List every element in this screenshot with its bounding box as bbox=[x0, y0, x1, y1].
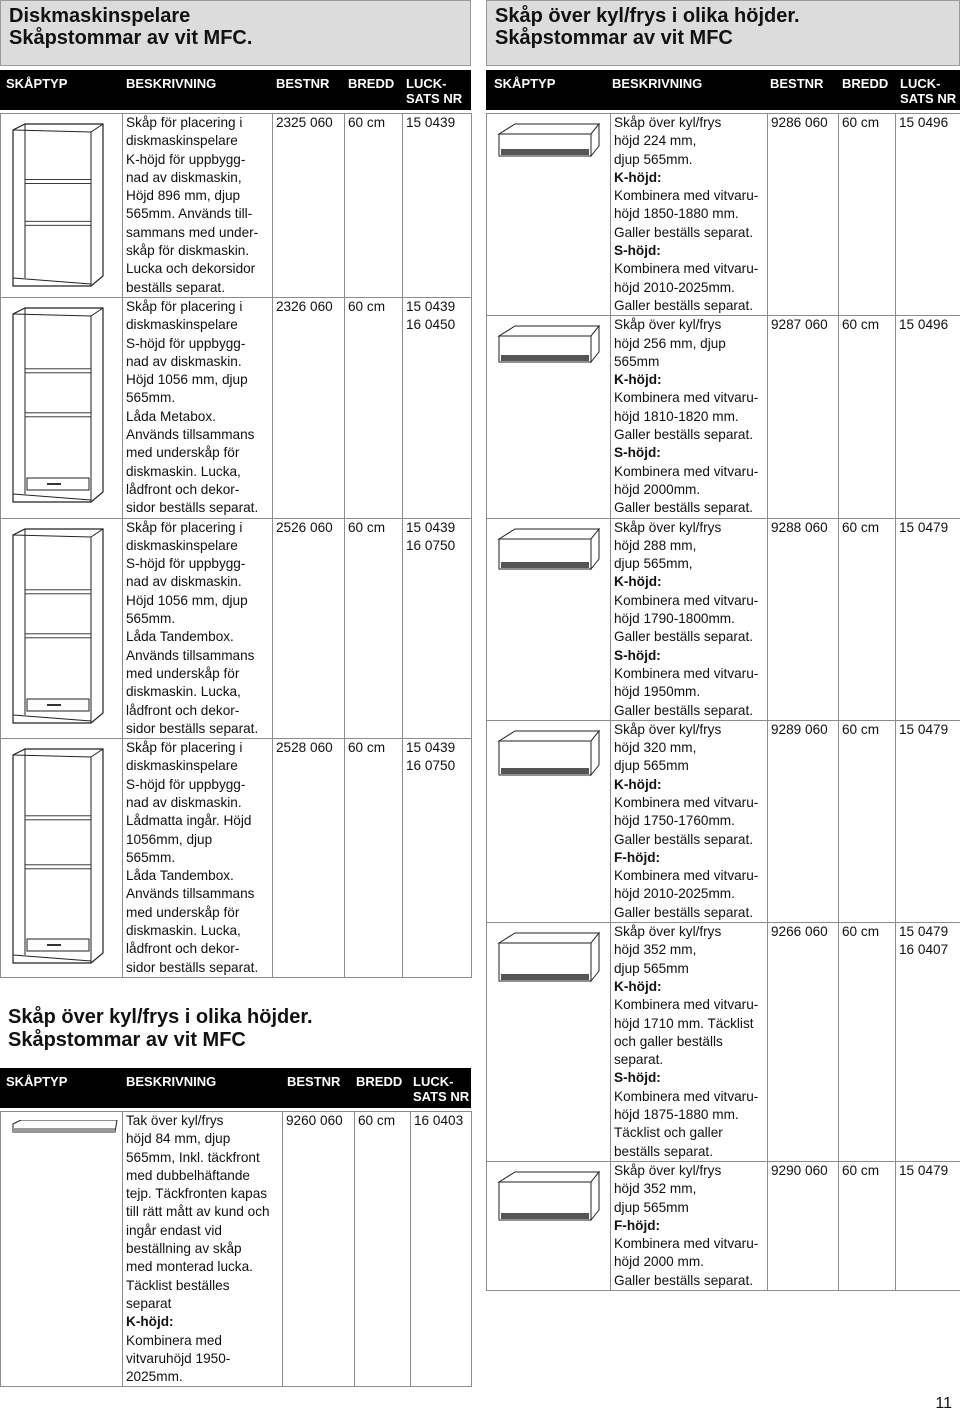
bottom-section-title: Skåp över kyl/frys i olika höjder. Skåpstommar av vit MFC bbox=[8, 1006, 313, 1051]
description-line: Höjd 1056 mm, djup bbox=[126, 592, 248, 608]
overhead-cabinet-drawing bbox=[497, 931, 601, 983]
description-line: höjd 352 mm, bbox=[614, 1181, 697, 1197]
description-cell bbox=[611, 114, 768, 316]
description-line: med monterad lucka. bbox=[126, 1259, 253, 1275]
description-line: S-höjd för uppbygg- bbox=[126, 776, 246, 792]
description-line: Täcklist och galler bbox=[614, 1125, 723, 1141]
description-line: diskmaskin. Lucka, bbox=[126, 463, 241, 479]
hdr-lucksats: LUCK- SATS NR bbox=[900, 76, 957, 106]
description-line: beställs separat. bbox=[126, 279, 225, 295]
description-line: skåp för diskmaskin. bbox=[126, 243, 250, 259]
description-line: Galler beställs separat. bbox=[614, 427, 754, 443]
hdr-skaptyp: SKÅPTYP bbox=[494, 76, 556, 91]
description-line: Galler beställs separat. bbox=[614, 629, 754, 645]
hdr-beskrivning: BESKRIVNING bbox=[126, 76, 217, 91]
description-line: 565mm. bbox=[126, 611, 176, 627]
hdr-bestnr: BESTNR bbox=[287, 1074, 341, 1089]
description-cell bbox=[611, 720, 768, 922]
description-line: beställs separat. bbox=[614, 1143, 713, 1159]
lucksats-cell: 15 0479 bbox=[896, 720, 960, 922]
description-line: till rätt mått av kund och bbox=[126, 1204, 270, 1220]
cabinet-drawing bbox=[11, 122, 109, 290]
description-line: separat bbox=[126, 1295, 172, 1311]
hdr-beskrivning: BESKRIVNING bbox=[126, 1074, 217, 1089]
description-line: beställning av skåp bbox=[126, 1241, 242, 1257]
lucksats-cell: 15 0479 16 0407 bbox=[896, 923, 960, 1162]
description-line: Skåp för placering i bbox=[126, 740, 243, 756]
description-line: K-höjd: bbox=[126, 1314, 174, 1330]
hdr-bredd: BREDD bbox=[842, 76, 889, 91]
product-image-cell bbox=[487, 923, 611, 1162]
lucksats-cell: 15 0479 bbox=[896, 518, 960, 720]
description-line: nad av diskmaskin. bbox=[126, 574, 242, 590]
cabinet-drawing bbox=[11, 527, 109, 727]
description-line: Skåp över kyl/frys bbox=[614, 721, 722, 737]
description-line: S-höjd: bbox=[614, 243, 661, 259]
description-line: K-höjd: bbox=[614, 574, 662, 590]
product-image bbox=[11, 1120, 122, 1141]
description-line: höjd 1875-1880 mm. bbox=[614, 1107, 739, 1123]
description-line: diskmaskinspelare bbox=[126, 317, 238, 333]
bredd-cell: 60 cm bbox=[839, 923, 896, 1162]
hdr-bestnr: BESTNR bbox=[276, 76, 330, 91]
description-line: Kombinera med vitvaru- bbox=[614, 794, 759, 810]
description-cell bbox=[123, 739, 273, 978]
description-line: djup 565mm bbox=[614, 960, 689, 976]
description-line: djup 565mm bbox=[614, 758, 689, 774]
description-line: tejp. Täckfronten kapas bbox=[126, 1186, 268, 1202]
bottom-product-table bbox=[0, 1111, 472, 1387]
description-line: höjd 1950mm. bbox=[614, 684, 701, 700]
product-image bbox=[497, 729, 610, 782]
description-line: med underskåp för bbox=[126, 904, 240, 920]
product-image bbox=[497, 122, 610, 163]
description-line: Skåp över kyl/frys bbox=[614, 519, 722, 535]
hdr-skaptyp: SKÅPTYP bbox=[6, 76, 68, 91]
bredd-cell: 60 cm bbox=[839, 114, 896, 316]
left-title-line1: Diskmaskinspelare bbox=[9, 5, 191, 27]
description-line: höjd 288 mm, bbox=[614, 537, 697, 553]
description-line: Galler beställs separat. bbox=[614, 702, 754, 718]
description-line: Kombinera med vitvaru- bbox=[614, 188, 759, 204]
hdr-bredd: BREDD bbox=[356, 1074, 403, 1089]
description-line: djup 565mm bbox=[614, 1199, 689, 1215]
description-line: med underskåp för bbox=[126, 665, 240, 681]
product-image bbox=[11, 747, 122, 972]
bestnr-cell: 9260 060 bbox=[283, 1112, 355, 1387]
bredd-cell: 60 cm bbox=[839, 518, 896, 720]
description-line: nad av diskmaskin, bbox=[126, 169, 242, 185]
right-product-table bbox=[486, 113, 960, 1291]
table-row bbox=[487, 316, 960, 518]
description-line: S-höjd: bbox=[614, 1070, 661, 1086]
description-line: Skåp för placering i bbox=[126, 298, 243, 314]
hdr-lucksats: LUCK- SATS NR bbox=[413, 1074, 470, 1104]
description-line: diskmaskinspelare bbox=[126, 537, 238, 553]
description-line: med dubbelhäftande bbox=[126, 1167, 250, 1183]
left-title-line2: Skåpstommar av vit MFC. bbox=[9, 27, 253, 49]
product-image bbox=[497, 1170, 610, 1227]
bestnr-cell: 2528 060 bbox=[273, 739, 345, 978]
description-line: K-höjd: bbox=[614, 169, 662, 185]
description-line: djup 565mm, bbox=[614, 556, 693, 572]
description-cell bbox=[123, 1112, 283, 1387]
description-line: höjd 224 mm, bbox=[614, 133, 697, 149]
description-line: S-höjd: bbox=[614, 445, 661, 461]
description-line: Kombinera med vitvaru- bbox=[614, 997, 759, 1013]
bredd-cell: 60 cm bbox=[345, 739, 403, 978]
table-row bbox=[1, 114, 472, 298]
product-image-cell bbox=[1, 1112, 123, 1387]
description-line: sidor beställs separat. bbox=[126, 959, 259, 975]
description-line: Kombinera med bbox=[126, 1332, 222, 1348]
bredd-cell: 60 cm bbox=[345, 518, 403, 739]
left-header-bar bbox=[0, 70, 471, 110]
description-line: lådfront och dekor- bbox=[126, 481, 240, 497]
description-line: höjd 1790-1800mm. bbox=[614, 611, 735, 627]
bredd-cell: 60 cm bbox=[839, 316, 896, 518]
description-line: höjd 2010-2025mm. bbox=[614, 886, 735, 902]
description-line: höjd 320 mm, bbox=[614, 740, 697, 756]
product-image-cell bbox=[487, 316, 611, 518]
description-line: Låda Tandembox. bbox=[126, 629, 234, 645]
product-image-cell bbox=[1, 114, 123, 298]
product-image bbox=[497, 324, 610, 369]
description-line: Används tillsammans bbox=[126, 647, 255, 663]
description-line: Används tillsammans bbox=[126, 886, 255, 902]
overhead-cabinet-drawing bbox=[497, 324, 601, 364]
description-line: S-höjd för uppbygg- bbox=[126, 335, 246, 351]
description-line: K-höjd för uppbygg- bbox=[126, 151, 246, 167]
bredd-cell: 60 cm bbox=[355, 1112, 411, 1387]
description-line: Galler beställs separat. bbox=[614, 224, 754, 240]
description-line: ingår endast vid bbox=[126, 1222, 222, 1238]
description-line: K-höjd: bbox=[614, 776, 662, 792]
description-line: Kombinera med vitvaru- bbox=[614, 592, 759, 608]
cabinet-cap-drawing bbox=[11, 1120, 121, 1136]
hdr-lucksats: LUCK- SATS NR bbox=[406, 76, 463, 106]
description-line: höjd 352 mm, bbox=[614, 942, 697, 958]
lucksats-cell: 15 0439 16 0750 bbox=[403, 739, 472, 978]
product-image-cell bbox=[487, 1161, 611, 1290]
overhead-cabinet-drawing bbox=[497, 1170, 601, 1222]
left-title-box bbox=[0, 0, 471, 66]
description-line: S-höjd för uppbygg- bbox=[126, 556, 246, 572]
description-line: nad av diskmaskin. bbox=[126, 794, 242, 810]
description-line: vitvaruhöjd 1950- bbox=[126, 1350, 231, 1366]
bestnr-cell: 9286 060 bbox=[768, 114, 839, 316]
lucksats-cell: 15 0439 16 0450 bbox=[403, 297, 472, 518]
bestnr-cell: 9266 060 bbox=[768, 923, 839, 1162]
bestnr-cell: 2325 060 bbox=[273, 114, 345, 298]
description-line: höjd 84 mm, djup bbox=[126, 1131, 231, 1147]
hdr-bredd: BREDD bbox=[348, 76, 395, 91]
description-line: Används tillsammans bbox=[126, 427, 255, 443]
lucksats-cell: 15 0496 bbox=[896, 114, 960, 316]
bredd-cell: 60 cm bbox=[345, 114, 403, 298]
product-image-cell bbox=[487, 518, 611, 720]
description-line: 2025mm. bbox=[126, 1369, 183, 1385]
table-row bbox=[487, 518, 960, 720]
description-line: höjd 2000 mm. bbox=[614, 1254, 704, 1270]
description-line: 565mm. bbox=[126, 849, 176, 865]
description-cell bbox=[123, 297, 273, 518]
description-line: höjd 2010-2025mm. bbox=[614, 279, 735, 295]
table-row bbox=[487, 114, 960, 316]
description-line: Skåp för placering i bbox=[126, 115, 243, 130]
product-image-cell bbox=[487, 114, 611, 316]
bredd-cell: 60 cm bbox=[839, 720, 896, 922]
description-cell bbox=[123, 114, 273, 298]
lucksats-cell: 16 0403 bbox=[411, 1112, 472, 1387]
description-line: Skåp över kyl/frys bbox=[614, 115, 722, 130]
description-line: nad av diskmaskin. bbox=[126, 353, 242, 369]
description-line: Tak över kyl/frys bbox=[126, 1113, 224, 1128]
description-line: Täcklist beställes bbox=[126, 1277, 230, 1293]
description-line: höjd 1810-1820 mm. bbox=[614, 408, 739, 424]
cabinet-drawing bbox=[11, 306, 109, 506]
description-cell bbox=[611, 518, 768, 720]
description-line: med underskåp för bbox=[126, 445, 240, 461]
description-line: Höjd 1056 mm, djup bbox=[126, 372, 248, 388]
description-line: lådfront och dekor- bbox=[126, 702, 240, 718]
description-line: diskmaskin. Lucka, bbox=[126, 684, 241, 700]
table-row bbox=[1, 518, 472, 739]
bredd-cell: 60 cm bbox=[839, 1161, 896, 1290]
description-cell bbox=[611, 1161, 768, 1290]
overhead-cabinet-drawing bbox=[497, 527, 601, 571]
bestnr-cell: 2526 060 bbox=[273, 518, 345, 739]
description-cell bbox=[611, 316, 768, 518]
bestnr-cell: 9287 060 bbox=[768, 316, 839, 518]
product-image bbox=[497, 931, 610, 988]
bredd-cell: 60 cm bbox=[345, 297, 403, 518]
description-line: Låda Tandembox. bbox=[126, 868, 234, 884]
description-line: Kombinera med vitvaru- bbox=[614, 1088, 759, 1104]
description-line: Kombinera med vitvaru- bbox=[614, 463, 759, 479]
product-image bbox=[497, 527, 610, 576]
bestnr-cell: 9289 060 bbox=[768, 720, 839, 922]
product-image bbox=[11, 527, 122, 732]
description-line: djup 565mm. bbox=[614, 151, 693, 167]
description-line: Lådmatta ingår. Höjd bbox=[126, 813, 252, 829]
table-row bbox=[487, 720, 960, 922]
description-line: K-höjd: bbox=[614, 978, 662, 994]
left-product-table bbox=[0, 113, 472, 978]
product-image-cell bbox=[1, 739, 123, 978]
description-line: Skåp över kyl/frys bbox=[614, 924, 722, 940]
description-line: Kombinera med vitvaru- bbox=[614, 390, 759, 406]
description-line: höjd 1750-1760mm. bbox=[614, 813, 735, 829]
description-line: Galler beställs separat. bbox=[614, 831, 754, 847]
product-image-cell bbox=[487, 720, 611, 922]
description-line: Galler beställs separat. bbox=[614, 1272, 754, 1288]
description-line: 1056mm, djup bbox=[126, 831, 213, 847]
page-number: 11 bbox=[935, 1395, 952, 1412]
description-line: Skåp över kyl/frys bbox=[614, 317, 722, 333]
lucksats-cell: 15 0439 bbox=[403, 114, 472, 298]
description-line: separat. bbox=[614, 1052, 664, 1068]
description-line: sidor beställs separat. bbox=[126, 720, 259, 736]
description-line: Höjd 896 mm, djup bbox=[126, 188, 241, 204]
description-cell bbox=[123, 518, 273, 739]
product-image bbox=[11, 306, 122, 511]
table-row bbox=[487, 923, 960, 1162]
description-line: Lucka och dekorsidor bbox=[126, 261, 256, 277]
description-line: 565mm. Används till- bbox=[126, 206, 253, 222]
description-line: S-höjd: bbox=[614, 647, 661, 663]
description-line: diskmaskinspelare bbox=[126, 133, 238, 149]
description-line: höjd 2000mm. bbox=[614, 481, 701, 497]
product-image-cell bbox=[1, 518, 123, 739]
description-line: och galler beställs bbox=[614, 1033, 723, 1049]
hdr-beskrivning: BESKRIVNING bbox=[612, 76, 703, 91]
description-line: F-höjd: bbox=[614, 1217, 661, 1233]
bestnr-cell: 9290 060 bbox=[768, 1161, 839, 1290]
description-line: diskmaskin. Lucka, bbox=[126, 923, 241, 939]
bestnr-cell: 9288 060 bbox=[768, 518, 839, 720]
right-title-line2: Skåpstommar av vit MFC bbox=[495, 27, 733, 49]
description-line: Galler beställs separat. bbox=[614, 904, 754, 920]
description-line: diskmaskinspelare bbox=[126, 758, 238, 774]
product-image-cell bbox=[1, 297, 123, 518]
right-header-bar bbox=[486, 70, 960, 110]
description-line: Kombinera med vitvaru- bbox=[614, 261, 759, 277]
table-row bbox=[1, 739, 472, 978]
lucksats-cell: 15 0496 bbox=[896, 316, 960, 518]
description-line: Galler beställs separat. bbox=[614, 297, 754, 313]
lucksats-cell: 15 0479 bbox=[896, 1161, 960, 1290]
description-line: höjd 1710 mm. Täcklist bbox=[614, 1015, 754, 1031]
product-image bbox=[11, 122, 122, 295]
description-line: sammans med under- bbox=[126, 224, 259, 240]
overhead-cabinet-drawing bbox=[497, 122, 601, 158]
hdr-skaptyp: SKÅPTYP bbox=[6, 1074, 68, 1089]
description-line: Kombinera med vitvaru- bbox=[614, 1236, 759, 1252]
table-row bbox=[1, 297, 472, 518]
description-line: höjd 1850-1880 mm. bbox=[614, 206, 739, 222]
description-line: höjd 256 mm, djup bbox=[614, 335, 726, 351]
bottom-header-bar bbox=[0, 1068, 471, 1108]
lucksats-cell: 15 0439 16 0750 bbox=[403, 518, 472, 739]
description-line: Kombinera med vitvaru- bbox=[614, 868, 759, 884]
right-title-box bbox=[486, 0, 960, 66]
table-row bbox=[487, 1161, 960, 1290]
description-line: sidor beställs separat. bbox=[126, 500, 259, 516]
cabinet-drawing bbox=[11, 747, 109, 967]
right-title-line1: Skåp över kyl/frys i olika höjder. bbox=[495, 5, 800, 27]
description-line: Låda Metabox. bbox=[126, 408, 216, 424]
description-line: 565mm bbox=[614, 353, 660, 369]
description-line: 565mm. bbox=[126, 390, 176, 406]
description-line: F-höjd: bbox=[614, 849, 661, 865]
description-line: Skåp över kyl/frys bbox=[614, 1162, 722, 1178]
table-row bbox=[1, 1112, 472, 1387]
description-line: 565mm, Inkl. täckfront bbox=[126, 1149, 260, 1165]
description-line: K-höjd: bbox=[614, 372, 662, 388]
hdr-bestnr: BESTNR bbox=[770, 76, 824, 91]
overhead-cabinet-drawing bbox=[497, 729, 601, 777]
description-line: Galler beställs separat. bbox=[614, 500, 754, 516]
description-line: Skåp för placering i bbox=[126, 519, 243, 535]
description-line: lådfront och dekor- bbox=[126, 941, 240, 957]
bestnr-cell: 2326 060 bbox=[273, 297, 345, 518]
description-cell bbox=[611, 923, 768, 1162]
description-line: Kombinera med vitvaru- bbox=[614, 665, 759, 681]
